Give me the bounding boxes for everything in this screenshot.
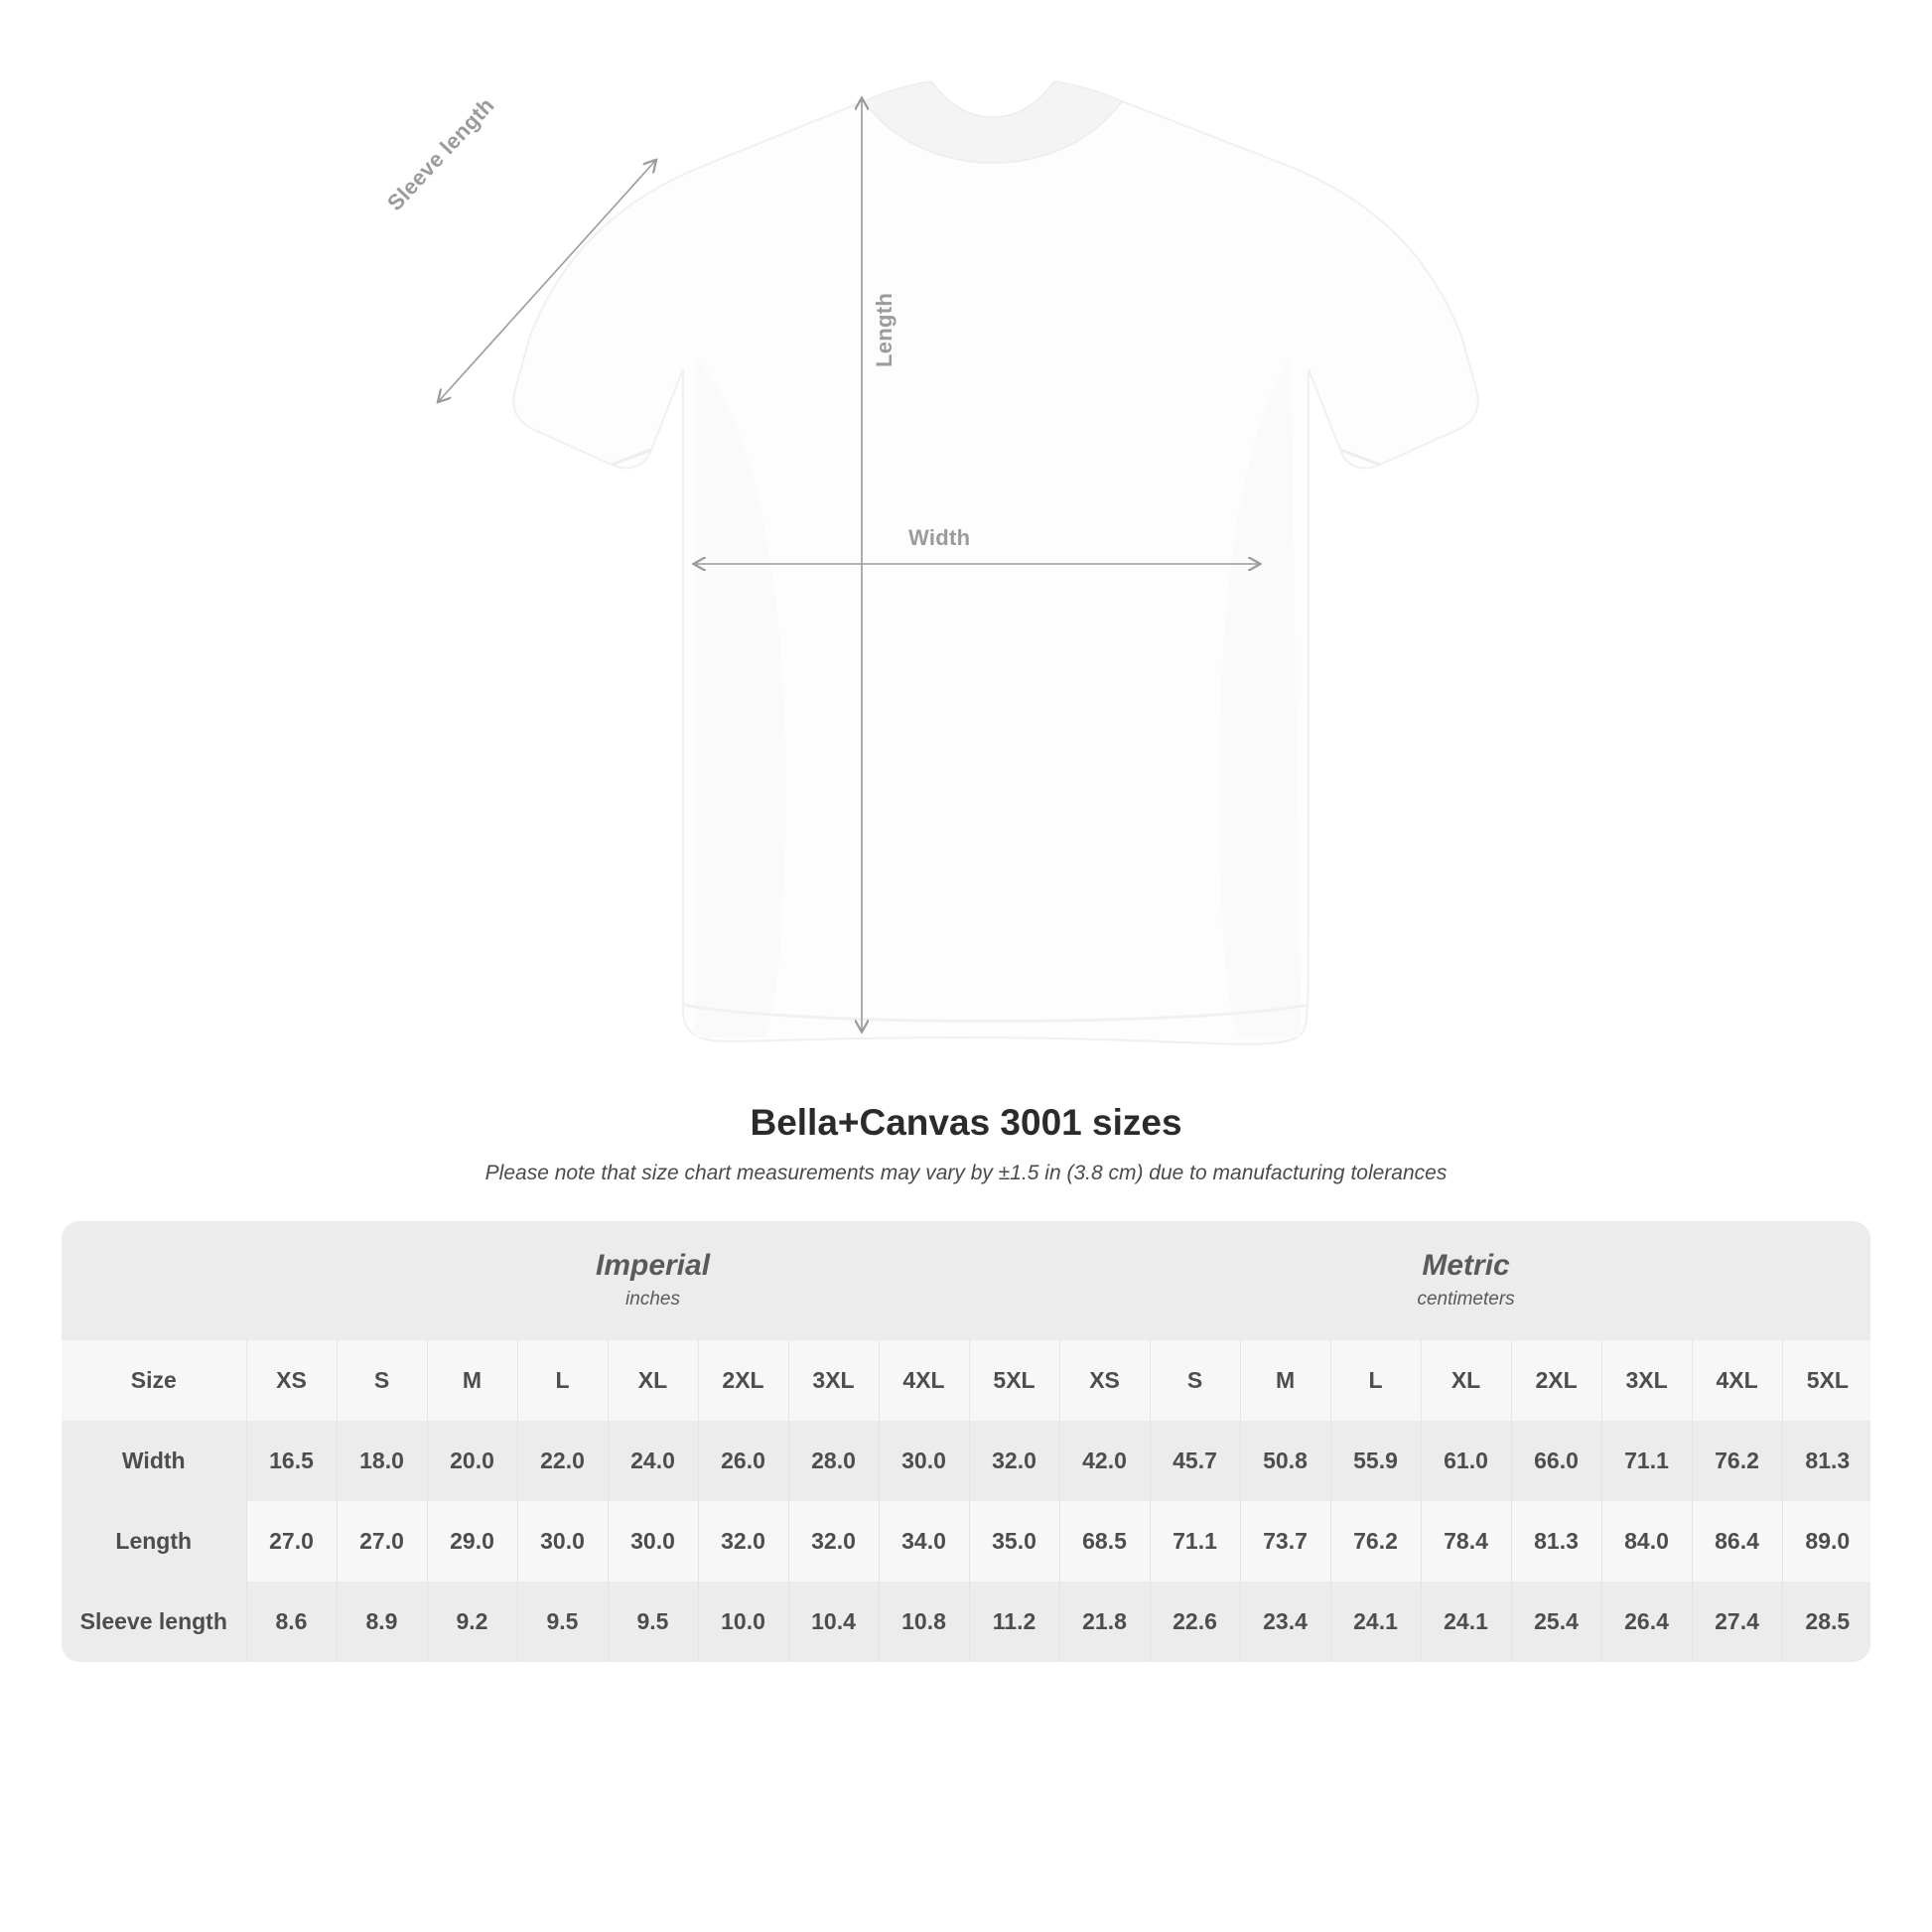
system-metric-cell — [1059, 1221, 1870, 1340]
cell-length: 71.1 — [1150, 1501, 1240, 1582]
size-col-header: XS — [1059, 1340, 1150, 1421]
cell-width: 76.2 — [1692, 1421, 1782, 1501]
cell-width: 18.0 — [337, 1421, 427, 1501]
size-header-row — [62, 1340, 1870, 1421]
system-metric-unit: centimeters — [1417, 1288, 1515, 1310]
size-col-header: 2XL — [1511, 1340, 1601, 1421]
cell-length: 78.4 — [1421, 1501, 1511, 1582]
table-row — [62, 1501, 1870, 1582]
row-label-width: Width — [62, 1421, 246, 1501]
cell-sleeve: 24.1 — [1330, 1582, 1421, 1662]
chart-heading — [0, 1102, 1932, 1185]
cell-sleeve: 9.5 — [608, 1582, 698, 1662]
cell-length: 81.3 — [1511, 1501, 1601, 1582]
size-col-header: L — [517, 1340, 608, 1421]
cell-sleeve: 11.2 — [969, 1582, 1059, 1662]
cell-sleeve: 9.2 — [427, 1582, 517, 1662]
cell-width: 45.7 — [1150, 1421, 1240, 1501]
cell-width: 55.9 — [1330, 1421, 1421, 1501]
size-col-header: 3XL — [1601, 1340, 1692, 1421]
size-col-header: S — [1150, 1340, 1240, 1421]
size-col-header: 5XL — [969, 1340, 1059, 1421]
cell-width: 22.0 — [517, 1421, 608, 1501]
cell-width: 16.5 — [246, 1421, 337, 1501]
row-label-length: Length — [62, 1501, 246, 1582]
system-header-row — [62, 1221, 1870, 1340]
system-imperial-cell — [246, 1221, 1059, 1340]
size-chart-table-wrap — [62, 1221, 1870, 1662]
table-row — [62, 1421, 1870, 1501]
cell-length: 29.0 — [427, 1501, 517, 1582]
cell-sleeve: 8.6 — [246, 1582, 337, 1662]
size-chart-table — [62, 1221, 1870, 1662]
cell-sleeve: 28.5 — [1782, 1582, 1870, 1662]
cell-width: 61.0 — [1421, 1421, 1511, 1501]
cell-sleeve: 21.8 — [1059, 1582, 1150, 1662]
cell-width: 71.1 — [1601, 1421, 1692, 1501]
system-metric-name: Metric — [1422, 1249, 1510, 1282]
cell-width: 26.0 — [698, 1421, 788, 1501]
size-col-header: M — [427, 1340, 517, 1421]
cell-sleeve: 10.8 — [879, 1582, 969, 1662]
size-col-header: XL — [1421, 1340, 1511, 1421]
system-imperial-name: Imperial — [595, 1249, 711, 1282]
sleeve-length-label: Sleeve length — [382, 92, 499, 216]
size-col-header: 4XL — [1692, 1340, 1782, 1421]
cell-width: 28.0 — [788, 1421, 879, 1501]
size-col-header: 4XL — [879, 1340, 969, 1421]
cell-length: 73.7 — [1240, 1501, 1330, 1582]
tshirt-shape — [513, 81, 1477, 1044]
cell-sleeve: 27.4 — [1692, 1582, 1782, 1662]
cell-sleeve: 26.4 — [1601, 1582, 1692, 1662]
system-spacer-cell — [62, 1221, 246, 1340]
cell-length: 27.0 — [246, 1501, 337, 1582]
page-title: Bella+Canvas 3001 sizes — [750, 1102, 1182, 1143]
row-label-sleeve-length: Sleeve length — [62, 1582, 246, 1662]
size-col-header: M — [1240, 1340, 1330, 1421]
size-col-header: S — [337, 1340, 427, 1421]
cell-length: 30.0 — [608, 1501, 698, 1582]
size-col-header: L — [1330, 1340, 1421, 1421]
cell-width: 30.0 — [879, 1421, 969, 1501]
cell-width: 42.0 — [1059, 1421, 1150, 1501]
cell-width: 66.0 — [1511, 1421, 1601, 1501]
table-row — [62, 1582, 1870, 1662]
cell-length: 68.5 — [1059, 1501, 1150, 1582]
cell-sleeve: 22.6 — [1150, 1582, 1240, 1662]
cell-length: 27.0 — [337, 1501, 427, 1582]
size-col-header: XS — [246, 1340, 337, 1421]
cell-sleeve: 9.5 — [517, 1582, 608, 1662]
cell-width: 50.8 — [1240, 1421, 1330, 1501]
cell-width: 20.0 — [427, 1421, 517, 1501]
size-col-header: 3XL — [788, 1340, 879, 1421]
size-header-cell: Size — [62, 1340, 246, 1421]
cell-length: 35.0 — [969, 1501, 1059, 1582]
cell-width: 24.0 — [608, 1421, 698, 1501]
cell-length: 32.0 — [698, 1501, 788, 1582]
cell-width: 81.3 — [1782, 1421, 1870, 1501]
cell-length: 32.0 — [788, 1501, 879, 1582]
length-label: Length — [872, 292, 897, 367]
cell-sleeve: 25.4 — [1511, 1582, 1601, 1662]
cell-sleeve: 8.9 — [337, 1582, 427, 1662]
cell-length: 30.0 — [517, 1501, 608, 1582]
size-col-header: 2XL — [698, 1340, 788, 1421]
cell-length: 89.0 — [1782, 1501, 1870, 1582]
cell-length: 84.0 — [1601, 1501, 1692, 1582]
width-label: Width — [908, 525, 971, 550]
system-imperial-unit: inches — [625, 1288, 680, 1310]
cell-width: 32.0 — [969, 1421, 1059, 1501]
tolerance-note: Please note that size chart measurements may vary by ±1.5 in (3.8 cm) due to manufacturing tolerances — [484, 1162, 1448, 1184]
cell-sleeve: 23.4 — [1240, 1582, 1330, 1662]
cell-length: 34.0 — [879, 1501, 969, 1582]
cell-length: 76.2 — [1330, 1501, 1421, 1582]
cell-sleeve: 24.1 — [1421, 1582, 1511, 1662]
cell-sleeve: 10.0 — [698, 1582, 788, 1662]
size-col-header: XL — [608, 1340, 698, 1421]
cell-sleeve: 10.4 — [788, 1582, 879, 1662]
cell-length: 86.4 — [1692, 1501, 1782, 1582]
size-col-header: 5XL — [1782, 1340, 1870, 1421]
